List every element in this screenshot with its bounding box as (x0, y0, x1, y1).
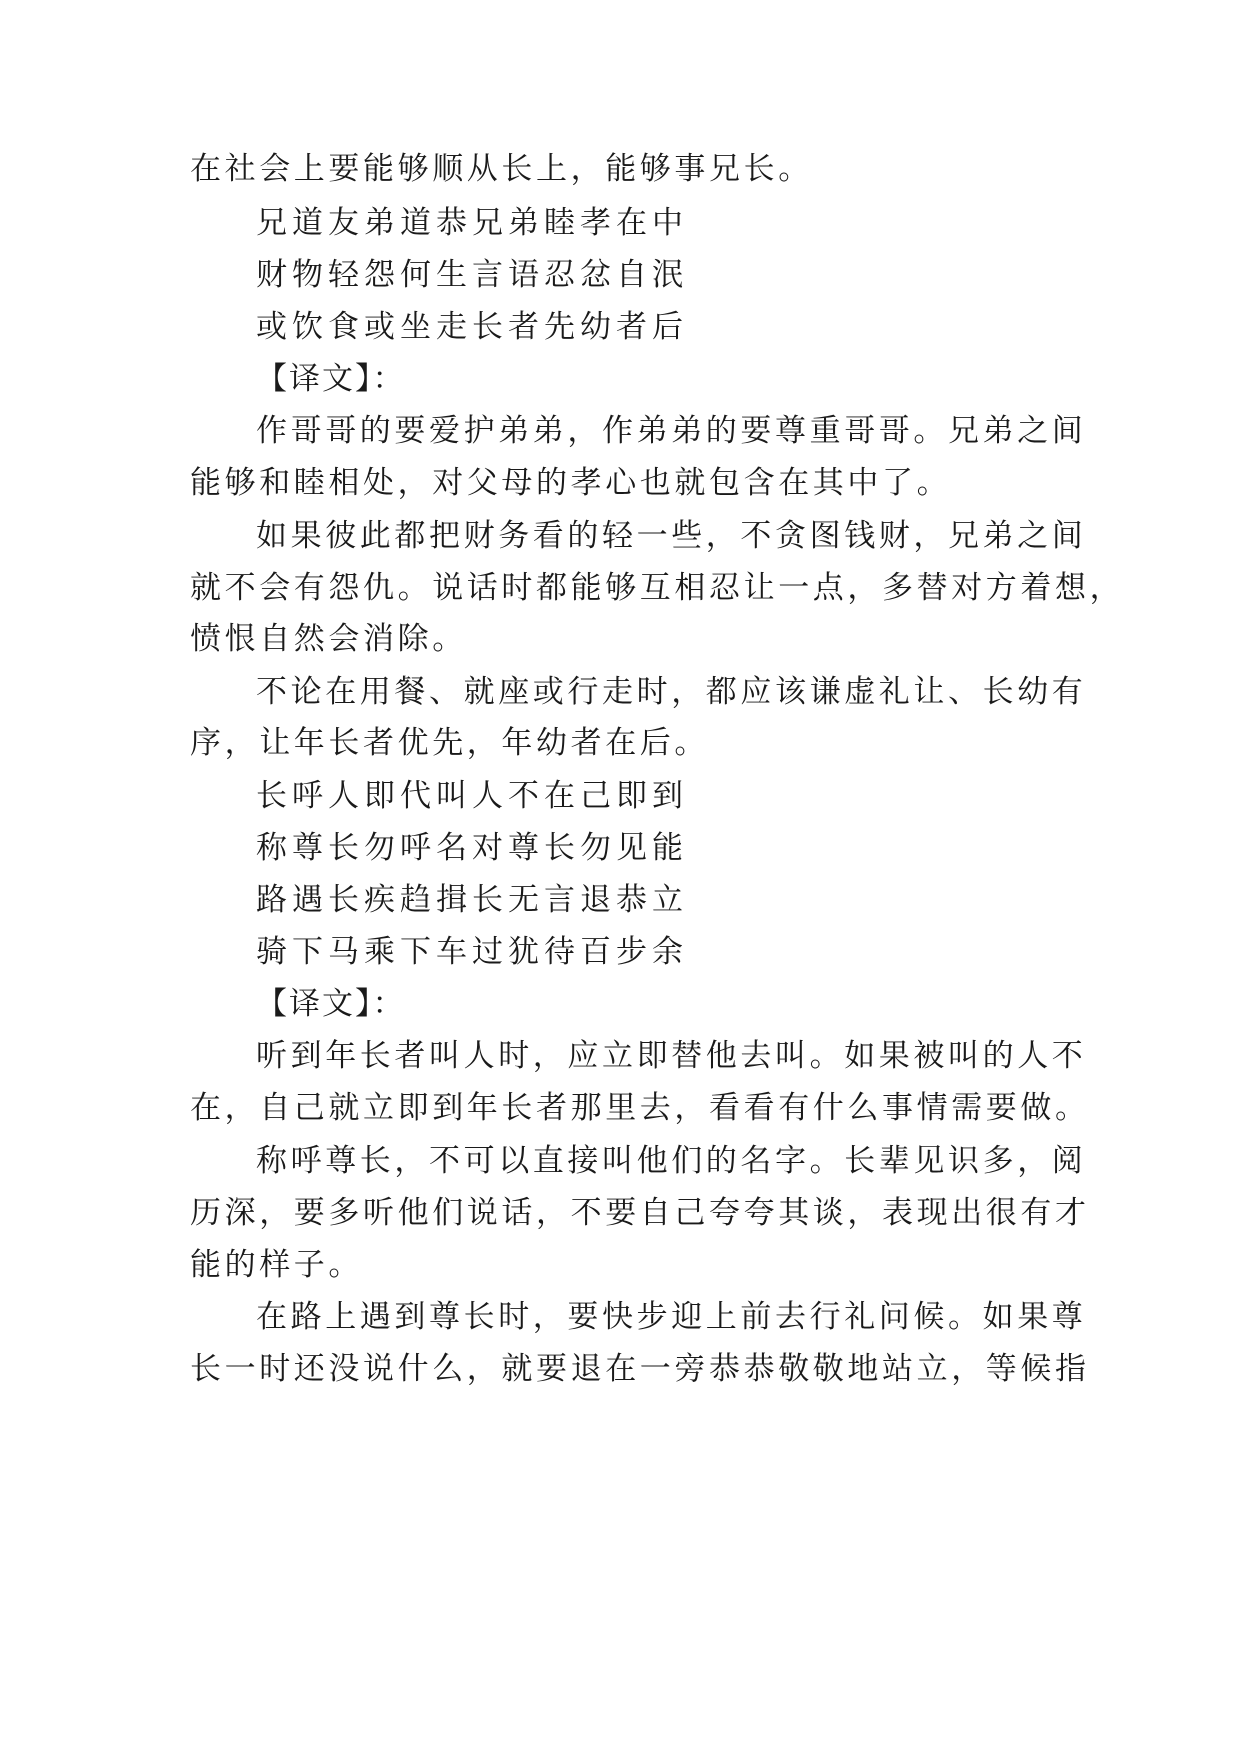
paragraph-line: 如果彼此都把财务看的轻一些，不贪图钱财，兄弟之间 (256, 518, 1087, 554)
paragraph-line: 作哥哥的要爱护弟弟，作弟弟的要尊重哥哥。兄弟之间 (256, 413, 1087, 449)
verse-line: 或饮食或坐走长者先幼者后 (256, 309, 688, 345)
paragraph-line: 历深，要多听他们说话，不要自己夸夸其谈，表现出很有才 (190, 1195, 1090, 1231)
translation-heading: 【译文】： (256, 361, 406, 397)
verse-line: 财物轻怨何生言语忍忿自泯 (256, 257, 688, 293)
paragraph-line: 长一时还没说什么，就要退在一旁恭恭敬敬地站立，等候指 (190, 1351, 1090, 1387)
verse-line: 长呼人即代叫人不在己即到 (256, 778, 688, 814)
paragraph-line: 听到年长者叫人时，应立即替他去叫。如果被叫的人不 (256, 1038, 1087, 1074)
paragraph-line: 不论在用餐、就座或行走时，都应该谦虚礼让、长幼有 (256, 674, 1087, 710)
verse-line: 称尊长勿呼名对尊长勿见能 (256, 830, 688, 866)
paragraph-line: 在路上遇到尊长时，要快步迎上前去行礼问候。如果尊 (256, 1299, 1087, 1335)
paragraph-line: 在社会上要能够顺从长上，能够事兄长。 (190, 151, 813, 187)
translation-heading: 【译文】： (256, 986, 406, 1022)
paragraph-line: 序，让年长者优先，年幼者在后。 (190, 725, 709, 761)
verse-line: 路遇长疾趋揖长无言退恭立 (256, 882, 688, 918)
paragraph-line: 能的样子。 (190, 1247, 363, 1283)
verse-line: 骑下马乘下车过犹待百步余 (256, 934, 688, 970)
paragraph-line: 称呼尊长，不可以直接叫他们的名字。长辈见识多，阅 (256, 1143, 1087, 1179)
verse-line: 兄道友弟道恭兄弟睦孝在中 (256, 205, 688, 241)
paragraph-line: 能够和睦相处，对父母的孝心也就包含在其中了。 (190, 465, 952, 501)
paragraph-line: 在，自己就立即到年长者那里去，看看有什么事情需要做。 (190, 1090, 1090, 1126)
paragraph-line: 愤恨自然会消除。 (190, 621, 467, 657)
paragraph-line: 就不会有怨仇。说话时都能够互相忍让一点，多替对方着想， (190, 570, 1125, 606)
